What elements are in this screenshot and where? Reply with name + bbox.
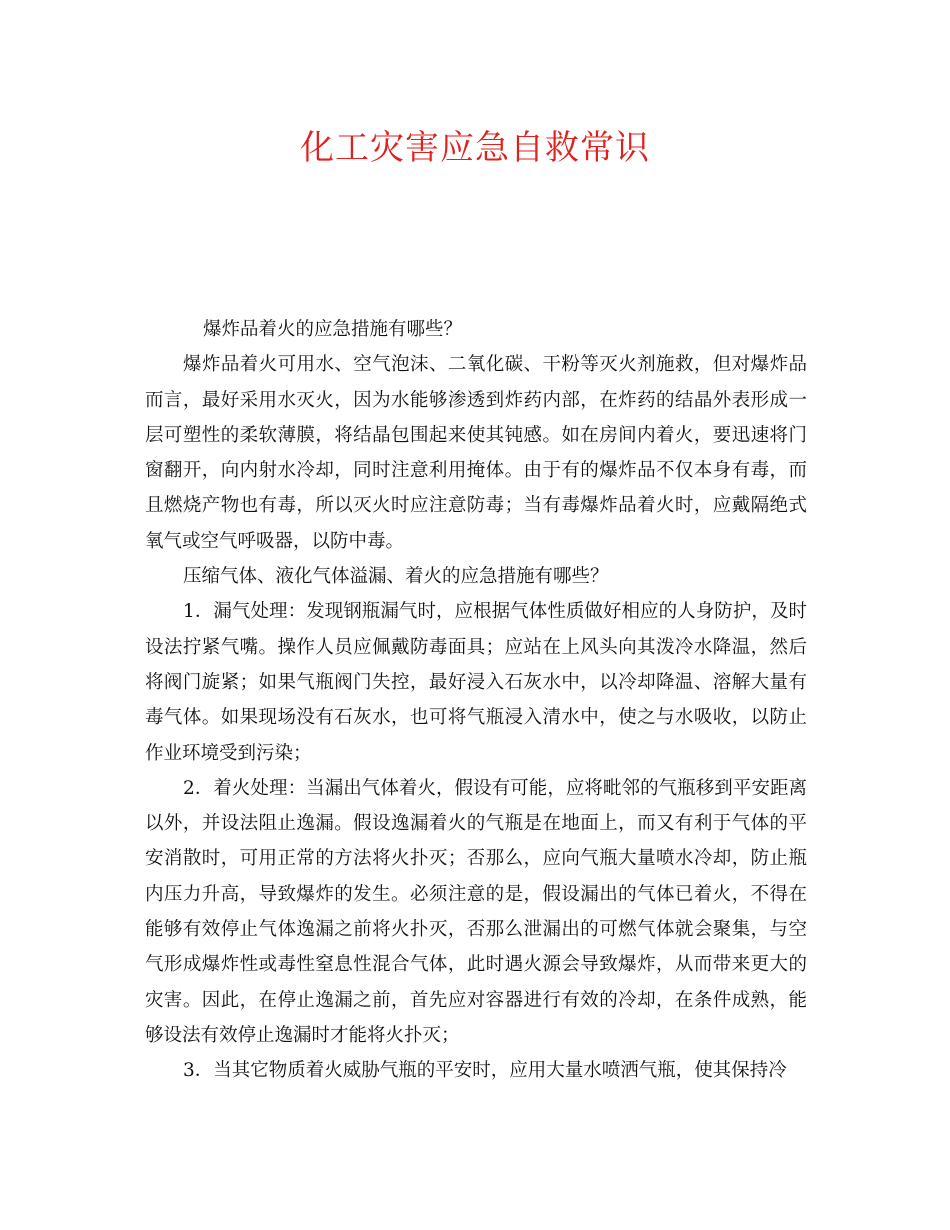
question-heading: 压缩气体、液化气体溢漏、着火的应急措施有哪些？ (183, 566, 609, 588)
document-title: 化工灾害应急自救常识 (300, 128, 650, 168)
body-paragraph: 2．着火处理：当漏出气体着火，假设有可能，应将毗邻的气瓶移到平安距离以外，并设法阻止逸漏。假设逸漏着火的气瓶是在地面上，而又有利于气体的平安消散时，可用正常的方法将火扑灭；否那么，应向气瓶大量喷水冷却，防止瓶内压力升高，导致爆炸的发生。必须注意的是，假设漏出的气体已着火，不得在能够有效停止气体逸漏之前将火扑灭，否那么泄漏出的可燃气体就会聚集，与空气形成爆炸性或毒性窒息性混合气体，此时遇火源会导致爆炸，从而带来更大的灾害。因此，在停止逸漏之前，首先应对容器进行有效的冷却，在条件成熟，能够设法有效停止逸漏时才能将火扑灭； (145, 777, 807, 1046)
body-paragraph: 爆炸品着火可用水、空气泡沫、二氧化碳、干粉等灭火剂施救，但对爆炸品而言，最好采用水灭火，因为水能够渗透到炸药内部，在炸药的结晶外表形成一层可塑性的柔软薄膜，将结晶包围起来使其钝感。如在房间内着火，要迅速将门窗翻开，向内射水冷却，同时注意利用掩体。由于有的爆炸品不仅本身有毒，而且燃烧产物也有毒，所以灭火时应注意防毒；当有毒爆炸品着火时，应戴隔绝式氧气或空气呼吸器，以防中毒。 (145, 354, 807, 552)
document-body (145, 312, 807, 1089)
body-paragraph: 1．漏气处理：发现钢瓶漏气时，应根据气体性质做好相应的人身防护，及时设法拧紧气嘴。操作人员应佩戴防毒面具；应站在上风头向其泼冷水降温，然后将阀门旋紧；如果气瓶阀门失控，最好浸入石灰水中，以冷却降温、溶解大量有毒气体。如果现场没有石灰水，也可将气瓶浸入清水中，使之与水吸收，以防止作业环境受到污染； (145, 601, 807, 764)
question-heading: 爆炸品着火的应急措施有哪些？ (203, 319, 463, 340)
body-paragraph: 3．当其它物质着火威胁气瓶的平安时，应用大量水喷洒气瓶，使其保持冷 (183, 1060, 787, 1082)
